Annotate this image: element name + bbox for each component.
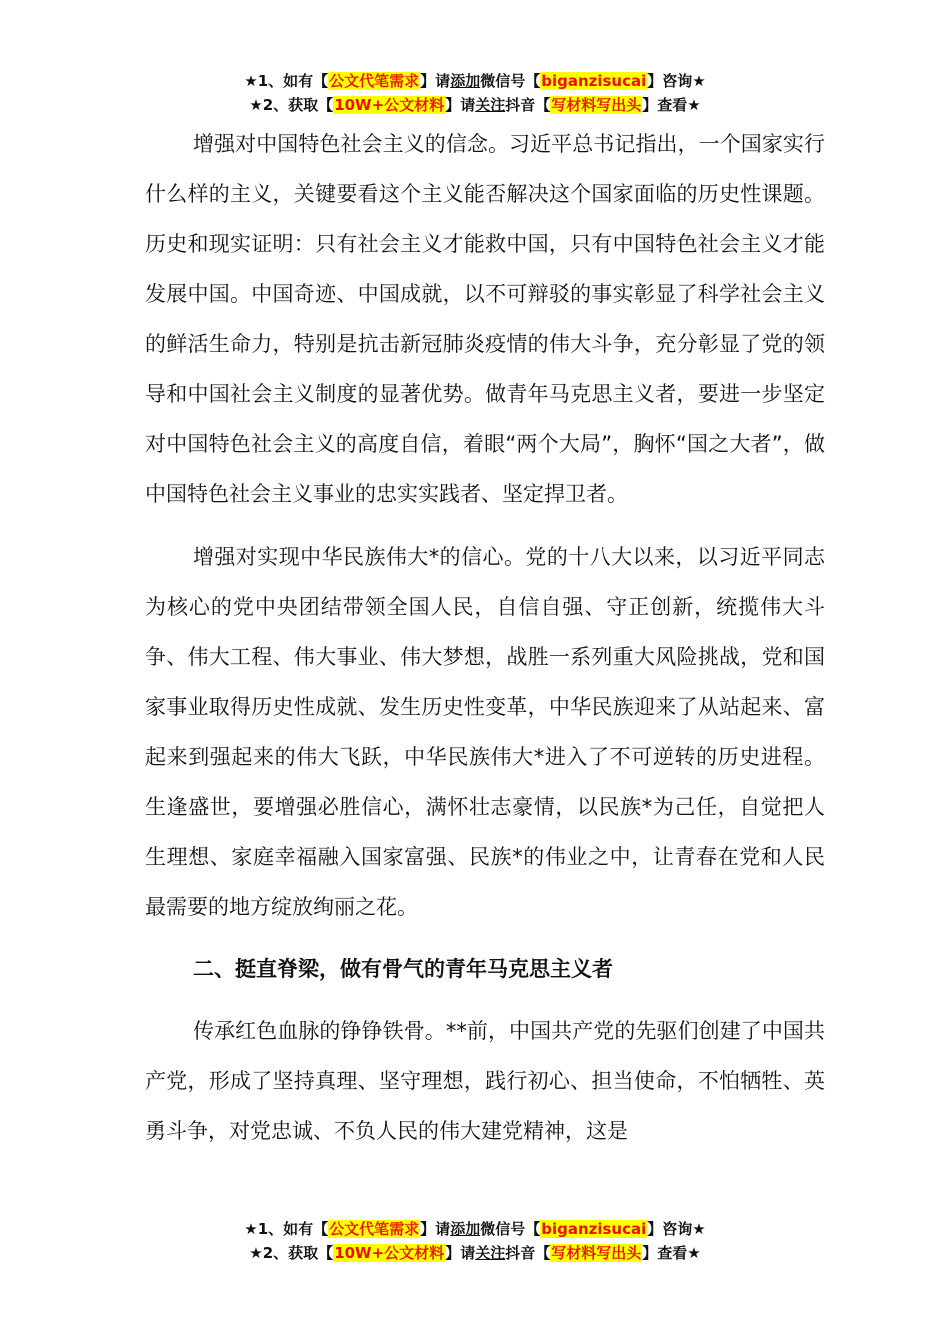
promo-text: ★1、如有【: [244, 1220, 329, 1238]
promo-text: 】查看★: [642, 96, 701, 114]
promo-banner-bottom: [0, 1217, 950, 1265]
document-body: [145, 119, 825, 1156]
promo-line-2: [0, 1241, 950, 1265]
promo-highlight: 公文代笔需求: [329, 72, 420, 90]
paragraph-socialism-belief: 增强对中国特色社会主义的信念。习近平总书记指出，一个国家实行什么样的主义，关键要看这个主义能否解决这个国家面临的历史性课题。历史和现实证明：只有社会主义才能救中国，只有中国特色社会主义才能发展中国。中国奇迹、中国成就，以不可辩驳的事实彰显了科学社会主义的鲜活生命力，特别是抗击新冠肺炎疫情的伟大斗争，充分彰显了党的领导和中国社会主义制度的显著优势。做青年马克思主义者，要进一步坚定对中国特色社会主义的高度自信，着眼“两个大局”，胸怀“国之大者”，做中国特色社会主义事业的忠实实践者、坚定捍卫者。: [145, 132, 825, 506]
promo-text: ★2、获取【: [249, 96, 334, 114]
promo-text: 抖音【: [505, 1244, 551, 1262]
section-heading: 二、挺直脊梁，做有骨气的青年马克思主义者: [193, 957, 613, 981]
promo-douyin-id: 写材料写出头: [551, 1244, 642, 1262]
promo-line-1: [0, 69, 950, 93]
promo-line-2: [0, 93, 950, 117]
promo-highlight: 10W+公文材料: [334, 96, 445, 114]
promo-wechat-id: biganzisucai: [541, 72, 647, 90]
promo-text: 】请: [445, 1244, 476, 1262]
promo-highlight: 公文代笔需求: [329, 1220, 420, 1238]
promo-douyin-id: 写材料写出头: [551, 96, 642, 114]
promo-text: 】请: [420, 1220, 451, 1238]
promo-underlined-text: 关注: [475, 1244, 506, 1262]
promo-underlined-text: 添加: [450, 1220, 481, 1238]
promo-text: 微信号【: [480, 72, 541, 90]
promo-underlined-text: 添加: [450, 72, 481, 90]
promo-underlined-text: 关注: [475, 96, 506, 114]
promo-text: ★1、如有【: [244, 72, 329, 90]
promo-text: 】咨询★: [647, 1220, 706, 1238]
promo-text: 】咨询★: [647, 72, 706, 90]
promo-banner-top: [0, 69, 950, 117]
promo-highlight: 10W+公文材料: [334, 1244, 445, 1262]
promo-text: 】查看★: [642, 1244, 701, 1262]
promo-text: 抖音【: [505, 96, 551, 114]
promo-text: 】请: [445, 96, 476, 114]
promo-text: 】请: [420, 72, 451, 90]
promo-wechat-id: biganzisucai: [541, 1220, 647, 1238]
paragraph-rejuvenation-confidence: 增强对实现中华民族伟大*的信心。党的十八大以来，以习近平同志为核心的党中央团结带领全国人民，自信自强、守正创新，统揽伟大斗争、伟大工程、伟大事业、伟大梦想，战胜一系列重大风险挑战，党和国家事业取得历史性成就、发生历史性变革，中华民族迎来了从站起来、富起来到强起来的伟大飞跃，中华民族伟大*进入了不可逆转的历史进程。生逢盛世，要增强必胜信心，满怀壮志豪情，以民族*为己任，自觉把人生理想、家庭幸福融入国家富强、民族*的伟业之中，让青春在党和人民最需要的地方绽放绚丽之花。: [145, 545, 825, 919]
paragraph-red-bloodline: 传承红色血脉的铮铮铁骨。**前，中国共产党的先驱们创建了中国共产党，形成了坚持真理、坚守理想，践行初心、担当使命，不怕牺牲、英勇斗争，对党忠诚、不负人民的伟大建党精神，这是: [145, 1019, 825, 1143]
promo-line-1: [0, 1217, 950, 1241]
promo-text: ★2、获取【: [249, 1244, 334, 1262]
promo-text: 微信号【: [480, 1220, 541, 1238]
